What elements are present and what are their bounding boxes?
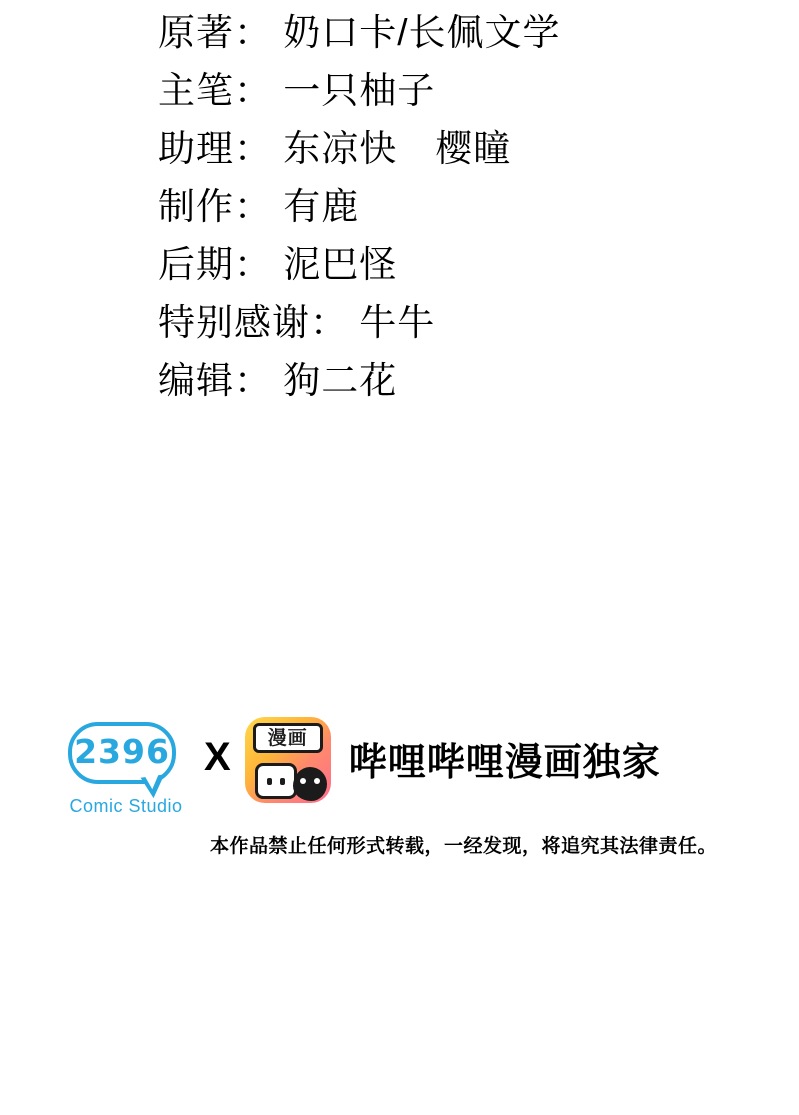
collaboration-x-separator: X	[204, 734, 231, 779]
credit-line-editor: 编辑： 狗二花	[158, 360, 398, 401]
bilibili-comic-app-icon	[245, 717, 331, 803]
credit-line-assistants: 助理： 东凉快 樱瞳	[158, 128, 512, 169]
credits-list	[158, 4, 758, 410]
app-icon-label: 漫画	[253, 723, 323, 753]
studio-logo-number: 2396	[74, 732, 170, 771]
studio-logo-name: Comic Studio	[69, 796, 183, 816]
credit-line-post-production: 后期： 泥巴怪	[158, 244, 398, 285]
brand-text: 哔哩哔哩漫画独家	[348, 741, 661, 784]
app-icon-face-shape	[255, 763, 297, 799]
app-icon-blob-shape	[293, 767, 327, 801]
logo-row	[60, 715, 661, 825]
credit-line-lead-artist: 主笔： 一只柚子	[158, 70, 436, 111]
credit-line-production: 制作： 有鹿	[158, 186, 360, 227]
credit-line-author: 原著： 奶口卡/长佩文学	[158, 12, 561, 53]
studio-logo	[60, 716, 192, 824]
copyright-disclaimer: 本作品禁止任何形式转载，一经发现，将追究其法律责任。	[210, 836, 718, 857]
credit-line-special-thanks: 特别感谢： 牛牛	[158, 302, 436, 343]
